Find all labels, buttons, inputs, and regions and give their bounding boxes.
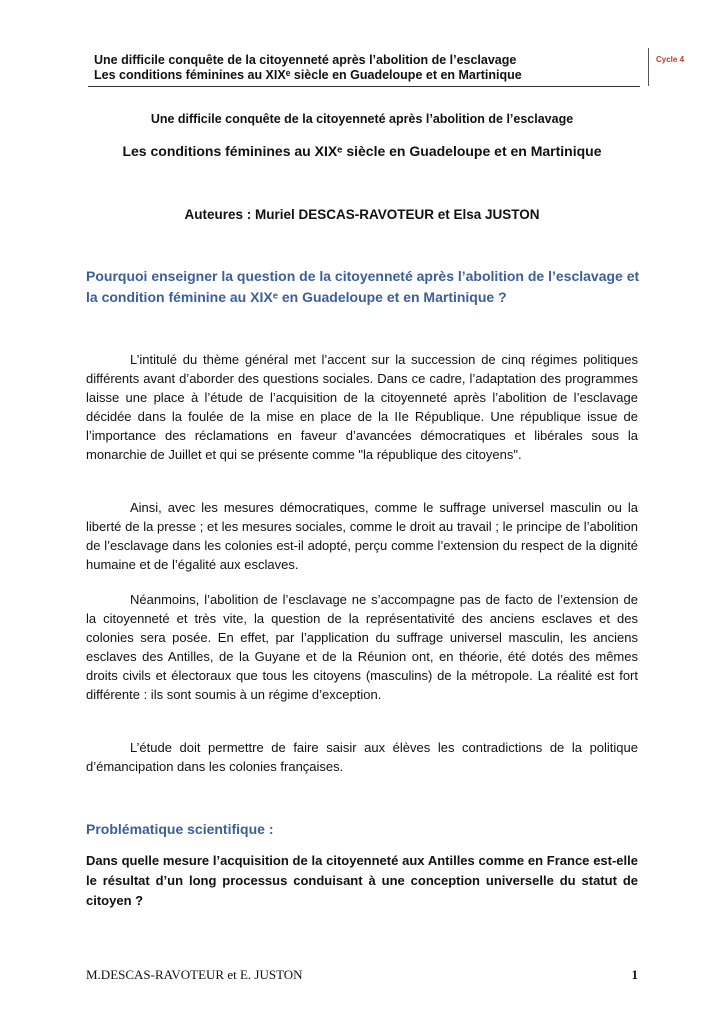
footer-authors: M.DESCAS-RAVOTEUR et E. JUSTON xyxy=(86,967,303,982)
header-line-1: Une difficile conquête de la citoyenneté après l’abolition de l’esclavage xyxy=(94,53,517,67)
document-title: Une difficile conquête de la citoyenneté après l’abolition de l’esclavage xyxy=(150,112,574,126)
page-number: 1 xyxy=(631,967,638,982)
paragraph-4: L’étude doit permettre de faire saisir aux élèves les contradictions de la politique d’émancipation dans les colonies françaises. xyxy=(86,740,638,774)
section-question-heading: Pourquoi enseigner la question de la citoyenneté après l’abolition de l’esclavage et la condition féminine au XIXᵉ en Guadeloupe et en Martinique ? xyxy=(86,268,640,305)
authors-line: Auteures : Muriel DESCAS-RAVOTEUR et Elsa JUSTON xyxy=(184,207,540,222)
paragraph-1: L’intitulé du thème général met l’accent sur la succession de cinq régimes politiques différents avant d’aborder des questions sociales. Dans ce cadre, l’adaptation des programmes laisse une place à l’étude de l’acquisition de la citoyenneté après l’abolition de l’esclavage décidée dans la foulée de la mise en place de la IIe République. Une république issue de l’importance des réclamations en faveur d’avancées démocratiques et libérales sous la monarchie de Juillet et qui se présente comme "la république des citoyens". xyxy=(86,352,638,462)
cycle-label: Cycle 4 xyxy=(656,55,685,64)
header-divider xyxy=(648,48,649,86)
paragraph-3: Néanmoins, l’abolition de l’esclavage ne s’accompagne pas de facto de l’extension de la citoyenneté et très vite, la question de la représentativité des anciens esclaves et des colonies sera posée. En effet, par l’application du suffrage universel masculin, les anciens esclaves des Antilles, de la Guyane et de la Réunion ont, en théorie, été dotés des mêmes droits civils et électoraux que tous les citoyens (masculins) de la métropole. La réalité est fort différente : ils sont soumis à un régime d’exception. xyxy=(86,592,638,702)
document-subtitle: Les conditions féminines au XIXᵉ siècle en Guadeloupe et en Martinique xyxy=(122,143,602,159)
paragraph-2: Ainsi, avec les mesures démocratiques, comme le suffrage universel masculin ou la liberté de la presse ; et les mesures sociales, comme le droit au travail ; le principe de l’abolition de l’esclavage dans les colonies est-il adopté, perçu comme l’extension du respect de la dignité humaine et de l’égalité aux esclaves. xyxy=(86,500,638,572)
running-header xyxy=(88,48,640,87)
problem-heading: Problématique scientifique : xyxy=(86,821,274,837)
page-footer xyxy=(86,967,638,989)
header-line-2: Les conditions féminines au XIXᵉ siècle en Guadeloupe et en Martinique xyxy=(94,68,522,82)
problem-statement: Dans quelle mesure l’acquisition de la citoyenneté aux Antilles comme en France est-elle le résultat d’un long processus conduisant à une conception universelle du statut de citoyen ? xyxy=(86,853,638,908)
